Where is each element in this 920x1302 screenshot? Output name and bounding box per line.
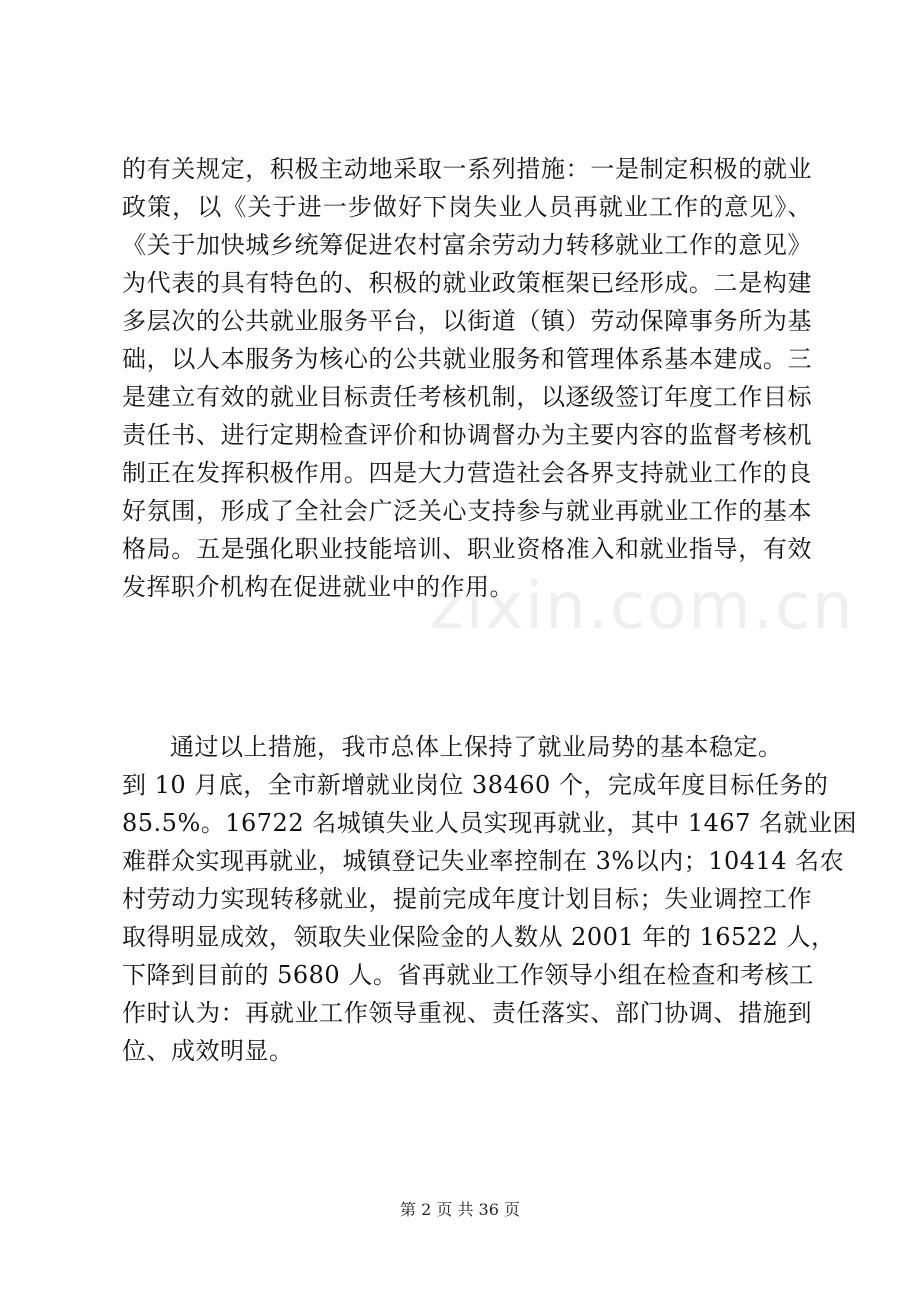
paragraph-line: 为代表的具有特色的、积极的就业政策框架已经形成。二是构建 — [122, 269, 812, 297]
paragraph-line: 通过以上措施，我市总体上保持了就业局势的基本稳定。 — [170, 733, 783, 761]
watermark: zixin.com.cn — [430, 570, 855, 644]
paragraph-line: 责任书、进行定期检查评价和协调督办为主要内容的监督考核机 — [122, 421, 812, 449]
paragraph-line: 85.5%。16722 名城镇失业人员实现再就业，其中 1467 名就业困 — [122, 809, 858, 837]
paragraph-line: 位、成效明显。 — [122, 1037, 294, 1065]
paragraph-line: 好氛围，形成了全社会广泛关心支持参与就业再就业工作的基本 — [122, 497, 812, 525]
paragraph-2 — [122, 728, 858, 1070]
paragraph-line: 《关于加快城乡统筹促进农村富余劳动力转移就业工作的意见》 — [122, 231, 812, 259]
paragraph-line: 难群众实现再就业，城镇登记失业率控制在 3%以内；10414 名农 — [122, 847, 845, 875]
paragraph-line: 下降到目前的 5680 人。省再就业工作领导小组在检查和考核工 — [122, 961, 814, 989]
paragraph-line: 制正在发挥积极作用。四是大力营造社会各界支持就业工作的良 — [122, 459, 812, 487]
paragraph-line: 取得明显成效，领取失业保险金的人数从 2001 年的 16522 人， — [122, 923, 836, 951]
page-footer — [0, 1198, 920, 1222]
paragraph-1 — [122, 150, 812, 606]
paragraph-line: 础，以人本服务为核心的公共就业服务和管理体系基本建成。三 — [122, 345, 812, 373]
page-number-label: 第 2 页 共 36 页 — [400, 1200, 520, 1219]
paragraph-line: 村劳动力实现转移就业，提前完成年度计划目标；失业调控工作 — [122, 885, 812, 913]
paragraph-line: 的有关规定，积极主动地采取一系列措施：一是制定积极的就业 — [122, 155, 812, 183]
paragraph-line: 发挥职介机构在促进就业中的作用。 — [122, 573, 514, 601]
paragraph-line: 到 10 月底，全市新增就业岗位 38460 个，完成年度目标任务的 — [122, 771, 829, 799]
paragraph-line: 政策，以《关于进一步做好下岗失业人员再就业工作的意见》、 — [122, 193, 812, 221]
paragraph-line: 是建立有效的就业目标责任考核机制，以逐级签订年度工作目标 — [122, 383, 812, 411]
paragraph-line: 作时认为：再就业工作领导重视、责任落实、部门协调、措施到 — [122, 999, 812, 1027]
paragraph-line: 格局。五是强化职业技能培训、职业资格准入和就业指导，有效 — [122, 535, 812, 563]
paragraph-line: 多层次的公共就业服务平台，以街道（镇）劳动保障事务所为基 — [122, 307, 812, 335]
